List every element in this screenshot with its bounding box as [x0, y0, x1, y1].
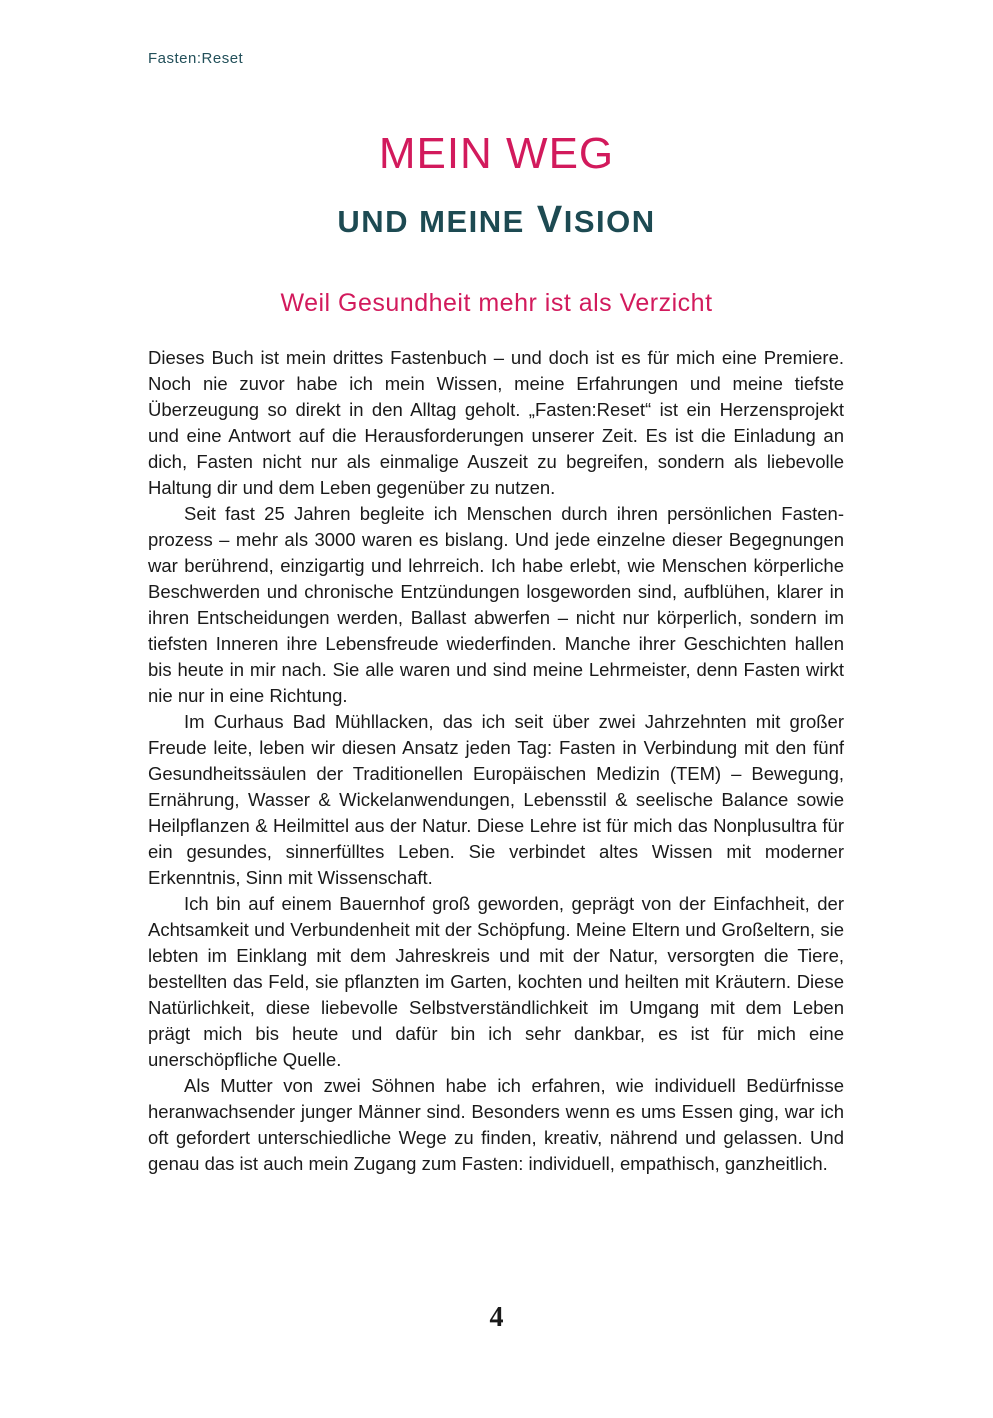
paragraph: Im Curhaus Bad Mühllacken, das ich seit über zwei Jahrzehnten mit großer Freude leite, leben wir diesen Ansatz jeden Tag: Fasten in Verbindung mit den fünf Gesundheitssäulen der Traditionellen Europäischen Medizin (TEM) – Bewegung, Ernährung, Wasser & Wickelanwendungen, Lebensstil & seelische Balance sowie Heilpflanzen & Heilmittel aus der Natur. Diese Lehre ist für mich das Nonplusultra für ein gesundes, sinnerfülltes Leben. Sie verbindet altes Wissen mit moderner Erkenntnis, Sinn mit Wissenschaft. — [148, 711, 844, 888]
subtitle-initial: V — [536, 199, 564, 241]
body-text — [148, 345, 844, 1177]
paragraph: Dieses Buch ist mein drittes Fastenbuch – und doch ist es für mich eine Premiere. Noch nie zuvor habe ich mein Wissen, meine Erfahrungen und meine tiefste Überzeugung so direkt in den Alltag geholt. „Fasten:Reset“ ist ein Herzensprojekt und eine Antwort auf die Herausforderungen unserer Zeit. Es ist die Einladung an dich, Fasten nicht nur als einmalige Auszeit zu begreifen, sondern als liebevolle Haltung dir und dem Leben gegenüber zu nutzen. — [148, 347, 844, 498]
chapter-title: MEIN WEG — [378, 129, 615, 178]
page-number: 4 — [489, 1302, 504, 1333]
paragraph: Seit fast 25 Jahren begleite ich Menschen durch ihren persönlichen Fastenprozess – mehr als 3000 waren es bislang. Und jede einzelne dieser Begegnungen war berührend, einzigartig und lehrreich. Ich habe erlebt, wie Menschen körperliche Beschwerden und chronische Entzündungen losgeworden sind, aufblühen, klarer in ihren Entscheidungen werden, Ballast abwerfen – nicht nur körperlich, sondern im tiefsten Inneren ihre Lebensfreude wiederfinden. Manche ihrer Geschichten hallen bis heute in mir nach. Sie alle waren und sind meine Lehrmeister, denn Fasten wirkt nie nur in eine Richtung. — [148, 503, 844, 706]
paragraph: Ich bin auf einem Bauernhof groß geworden, geprägt von der Einfachheit, der Achtsamkeit und Verbundenheit mit der Schöpfung. Meine Eltern und Großeltern, sie lebten im Einklang mit dem Jahreskreis und mit der Natur, versorgten die Tiere, bestellten das Feld, sie pflanzten im Garten, kochten und heilten mit Kräutern. Diese Natürlichkeit, diese liebevolle Selbstverständlichkeit im Umgang mit dem Leben prägt mich bis heute und dafür bin ich sehr dankbar, es ist für mich eine unerschöpfliche Quelle. — [148, 893, 844, 1070]
subtitle-part-1: UND MEINE — [337, 204, 525, 239]
subtitle-rest: ISION — [563, 204, 656, 239]
paragraph: Als Mutter von zwei Söhnen habe ich erfahren, wie individuell Bedürfnisse heranwachsender junger Männer sind. Besonders wenn es ums Essen ging, war ich oft gefordert unterschiedliche Wege zu finden, kreativ, nährend und gelassen. Und genau das ist auch mein Zugang zum Fasten: individuell, empathisch, ganzheitlich. — [148, 1075, 844, 1174]
running-header: Fasten:Reset — [148, 50, 244, 67]
chapter-tagline: Weil Gesundheit mehr ist als Verzicht — [280, 289, 713, 317]
chapter-subtitle — [0, 197, 993, 245]
